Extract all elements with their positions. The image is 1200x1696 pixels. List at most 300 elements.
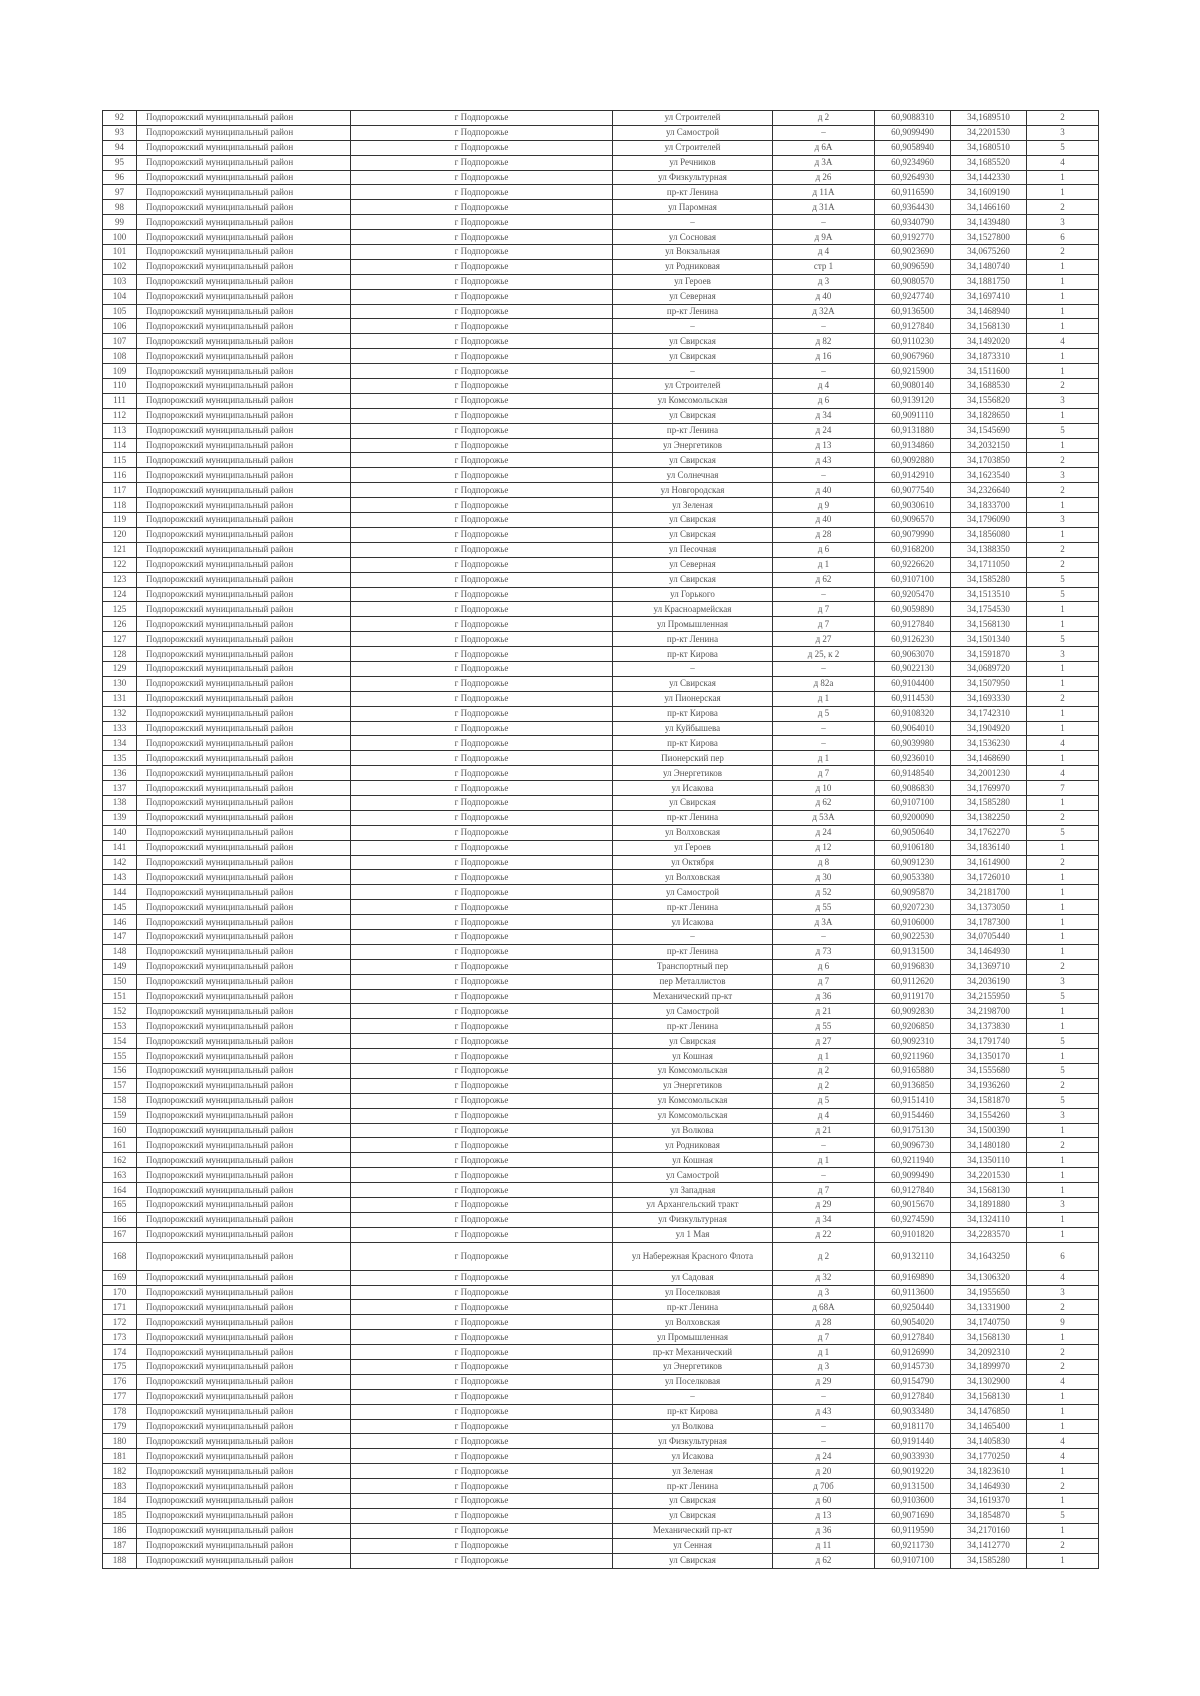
cell-town: г Подпорожье xyxy=(351,1389,613,1404)
cell-town: г Подпорожье xyxy=(351,885,613,900)
cell-number: 140 xyxy=(103,825,137,840)
cell-latitude: 60,9215900 xyxy=(875,364,951,379)
cell-count: 4 xyxy=(1027,766,1099,781)
cell-count: 1 xyxy=(1027,304,1099,319)
cell-count: 2 xyxy=(1027,1345,1099,1360)
cell-longitude: 34,1545690 xyxy=(951,423,1027,438)
cell-count: 3 xyxy=(1027,468,1099,483)
cell-house: д 6 xyxy=(773,959,875,974)
cell-street: ул Паромная xyxy=(613,200,773,215)
cell-number: 177 xyxy=(103,1389,137,1404)
cell-longitude: 34,1703850 xyxy=(951,453,1027,468)
cell-district: Подпорожский муниципальный район xyxy=(137,706,351,721)
cell-longitude: 34,1873310 xyxy=(951,349,1027,364)
cell-number: 163 xyxy=(103,1168,137,1183)
cell-street: ул Самострой xyxy=(613,885,773,900)
cell-count: 1 xyxy=(1027,1227,1099,1242)
cell-house: д 6А xyxy=(773,140,875,155)
cell-town: г Подпорожье xyxy=(351,1242,613,1270)
cell-house: д 3А xyxy=(773,915,875,930)
table-row xyxy=(103,1553,1099,1568)
cell-number: 131 xyxy=(103,691,137,706)
table-row xyxy=(103,438,1099,453)
cell-street: пр-кт Кирова xyxy=(613,1404,773,1419)
cell-street: ул Речников xyxy=(613,155,773,170)
cell-district: Подпорожский муниципальный район xyxy=(137,1300,351,1315)
cell-count: 1 xyxy=(1027,170,1099,185)
table-row xyxy=(103,706,1099,721)
cell-street: ул Свирская xyxy=(613,1494,773,1509)
cell-longitude: 34,2181700 xyxy=(951,885,1027,900)
cell-town: г Подпорожье xyxy=(351,1049,613,1064)
cell-district: Подпорожский муниципальный район xyxy=(137,1360,351,1375)
cell-street: ул Вокзальная xyxy=(613,245,773,260)
cell-count: 2 xyxy=(1027,1479,1099,1494)
cell-house: д 82 xyxy=(773,334,875,349)
cell-district: Подпорожский муниципальный район xyxy=(137,647,351,662)
cell-longitude: 34,1511600 xyxy=(951,364,1027,379)
cell-street: ул Свирская xyxy=(613,349,773,364)
cell-latitude: 60,9151410 xyxy=(875,1093,951,1108)
cell-latitude: 60,9127840 xyxy=(875,1330,951,1345)
table-row xyxy=(103,1153,1099,1168)
cell-longitude: 34,1554260 xyxy=(951,1108,1027,1123)
cell-longitude: 34,1382250 xyxy=(951,810,1027,825)
cell-number: 165 xyxy=(103,1198,137,1213)
cell-count: 1 xyxy=(1027,1049,1099,1064)
cell-house: д 29 xyxy=(773,1198,875,1213)
cell-street: пр-кт Кирова xyxy=(613,706,773,721)
cell-house: д 6 xyxy=(773,542,875,557)
cell-street: ул Физкультурная xyxy=(613,1212,773,1227)
table-row xyxy=(103,691,1099,706)
cell-district: Подпорожский муниципальный район xyxy=(137,423,351,438)
cell-house: д 3 xyxy=(773,1360,875,1375)
cell-number: 122 xyxy=(103,557,137,572)
cell-latitude: 60,9104400 xyxy=(875,676,951,691)
cell-town: г Подпорожье xyxy=(351,900,613,915)
cell-town: г Подпорожье xyxy=(351,855,613,870)
cell-house: д 3 xyxy=(773,1285,875,1300)
cell-street: пр-кт Ленина xyxy=(613,1300,773,1315)
cell-longitude: 34,1585280 xyxy=(951,795,1027,810)
cell-district: Подпорожский муниципальный район xyxy=(137,1123,351,1138)
cell-latitude: 60,9142910 xyxy=(875,468,951,483)
cell-street: ул Свирская xyxy=(613,513,773,528)
cell-street: ул Энергетиков xyxy=(613,766,773,781)
cell-house: д 62 xyxy=(773,1553,875,1568)
cell-count: 4 xyxy=(1027,1449,1099,1464)
cell-longitude: 34,2032150 xyxy=(951,438,1027,453)
cell-number: 103 xyxy=(103,274,137,289)
cell-district: Подпорожский муниципальный район xyxy=(137,781,351,796)
cell-street: ул Архангельский тракт xyxy=(613,1198,773,1213)
cell-count: 2 xyxy=(1027,810,1099,825)
table-row xyxy=(103,483,1099,498)
cell-longitude: 34,1556820 xyxy=(951,393,1027,408)
cell-district: Подпорожский муниципальный район xyxy=(137,915,351,930)
table-row xyxy=(103,140,1099,155)
cell-street: ул Набережная Красного Флота xyxy=(613,1242,773,1270)
cell-latitude: 60,9119170 xyxy=(875,989,951,1004)
cell-number: 143 xyxy=(103,870,137,885)
cell-longitude: 34,1711050 xyxy=(951,557,1027,572)
cell-house: д 2 xyxy=(773,1064,875,1079)
table-row xyxy=(103,364,1099,379)
cell-latitude: 60,9247740 xyxy=(875,289,951,304)
table-row xyxy=(103,513,1099,528)
cell-town: г Подпорожье xyxy=(351,513,613,528)
cell-number: 113 xyxy=(103,423,137,438)
cell-longitude: 34,1796090 xyxy=(951,513,1027,528)
cell-number: 184 xyxy=(103,1494,137,1509)
cell-district: Подпорожский муниципальный район xyxy=(137,1449,351,1464)
cell-district: Подпорожский муниципальный район xyxy=(137,1464,351,1479)
cell-longitude: 34,1388350 xyxy=(951,542,1027,557)
cell-count: 3 xyxy=(1027,393,1099,408)
cell-street: ул Поселковая xyxy=(613,1374,773,1389)
cell-number: 118 xyxy=(103,498,137,513)
cell-latitude: 60,9092830 xyxy=(875,1004,951,1019)
cell-town: г Подпорожье xyxy=(351,111,613,126)
cell-street: ул Самострой xyxy=(613,1168,773,1183)
table-row xyxy=(103,1168,1099,1183)
cell-count: 1 xyxy=(1027,364,1099,379)
cell-latitude: 60,9168200 xyxy=(875,542,951,557)
cell-house: – xyxy=(773,587,875,602)
cell-town: г Подпорожье xyxy=(351,1138,613,1153)
cell-street: ул Строителей xyxy=(613,140,773,155)
cell-latitude: 60,9114530 xyxy=(875,691,951,706)
cell-count: 1 xyxy=(1027,1404,1099,1419)
cell-longitude: 34,1742310 xyxy=(951,706,1027,721)
cell-house: д 9 xyxy=(773,498,875,513)
cell-town: г Подпорожье xyxy=(351,1419,613,1434)
cell-count: 1 xyxy=(1027,274,1099,289)
cell-number: 167 xyxy=(103,1227,137,1242)
cell-town: г Подпорожье xyxy=(351,1464,613,1479)
cell-count: 5 xyxy=(1027,632,1099,647)
cell-count: 2 xyxy=(1027,245,1099,260)
cell-town: г Подпорожье xyxy=(351,1330,613,1345)
cell-latitude: 60,9191440 xyxy=(875,1434,951,1449)
cell-district: Подпорожский муниципальный район xyxy=(137,319,351,334)
cell-street: ул Сосновая xyxy=(613,230,773,245)
cell-town: г Подпорожье xyxy=(351,1123,613,1138)
cell-street: – xyxy=(613,661,773,676)
cell-house: д 43 xyxy=(773,1404,875,1419)
cell-street: ул Родниковая xyxy=(613,259,773,274)
table-row xyxy=(103,274,1099,289)
cell-latitude: 60,9054020 xyxy=(875,1315,951,1330)
cell-district: Подпорожский муниципальный район xyxy=(137,170,351,185)
cell-town: г Подпорожье xyxy=(351,304,613,319)
table-row xyxy=(103,929,1099,944)
cell-street: ул Волкова xyxy=(613,1123,773,1138)
cell-latitude: 60,9015670 xyxy=(875,1198,951,1213)
cell-house: д 1 xyxy=(773,1345,875,1360)
table-row xyxy=(103,155,1099,170)
cell-longitude: 34,1480740 xyxy=(951,259,1027,274)
cell-town: г Подпорожье xyxy=(351,989,613,1004)
cell-street: Механический пр-кт xyxy=(613,1523,773,1538)
cell-count: 1 xyxy=(1027,661,1099,676)
cell-number: 137 xyxy=(103,781,137,796)
cell-district: Подпорожский муниципальный район xyxy=(137,1494,351,1509)
cell-street: ул Комсомольская xyxy=(613,1064,773,1079)
cell-town: г Подпорожье xyxy=(351,1034,613,1049)
cell-district: Подпорожский муниципальный район xyxy=(137,691,351,706)
cell-count: 4 xyxy=(1027,1434,1099,1449)
table-row xyxy=(103,1198,1099,1213)
cell-district: Подпорожский муниципальный район xyxy=(137,230,351,245)
cell-town: г Подпорожье xyxy=(351,1553,613,1568)
table-row xyxy=(103,974,1099,989)
cell-latitude: 60,9131500 xyxy=(875,1479,951,1494)
cell-town: г Подпорожье xyxy=(351,1360,613,1375)
cell-street: ул Кошная xyxy=(613,1049,773,1064)
cell-longitude: 34,1527800 xyxy=(951,230,1027,245)
table-row xyxy=(103,1123,1099,1138)
cell-house: д 7 xyxy=(773,1183,875,1198)
cell-town: г Подпорожье xyxy=(351,915,613,930)
cell-town: г Подпорожье xyxy=(351,959,613,974)
cell-longitude: 34,1955650 xyxy=(951,1285,1027,1300)
cell-town: г Подпорожье xyxy=(351,453,613,468)
cell-latitude: 60,9205470 xyxy=(875,587,951,602)
cell-house: – xyxy=(773,125,875,140)
cell-town: г Подпорожье xyxy=(351,1004,613,1019)
cell-street: ул Красноармейская xyxy=(613,602,773,617)
cell-town: г Подпорожье xyxy=(351,632,613,647)
cell-number: 109 xyxy=(103,364,137,379)
cell-town: г Подпорожье xyxy=(351,1198,613,1213)
cell-town: г Подпорожье xyxy=(351,1300,613,1315)
cell-district: Подпорожский муниципальный район xyxy=(137,1168,351,1183)
cell-longitude: 34,1476850 xyxy=(951,1404,1027,1419)
cell-town: г Подпорожье xyxy=(351,974,613,989)
cell-number: 152 xyxy=(103,1004,137,1019)
cell-longitude: 34,1350170 xyxy=(951,1049,1027,1064)
cell-district: Подпорожский муниципальный район xyxy=(137,483,351,498)
cell-latitude: 60,9106180 xyxy=(875,840,951,855)
cell-house: – xyxy=(773,1419,875,1434)
cell-town: г Подпорожье xyxy=(351,1345,613,1360)
table-row xyxy=(103,379,1099,394)
cell-longitude: 34,2001230 xyxy=(951,766,1027,781)
cell-latitude: 60,9165880 xyxy=(875,1064,951,1079)
cell-street: ул Горького xyxy=(613,587,773,602)
cell-latitude: 60,9226620 xyxy=(875,557,951,572)
cell-district: Подпорожский муниципальный район xyxy=(137,111,351,126)
cell-street: пр-кт Механический xyxy=(613,1345,773,1360)
cell-town: г Подпорожье xyxy=(351,230,613,245)
cell-number: 172 xyxy=(103,1315,137,1330)
cell-street: ул Волховская xyxy=(613,870,773,885)
cell-house: д 24 xyxy=(773,825,875,840)
cell-house: д 21 xyxy=(773,1004,875,1019)
cell-number: 169 xyxy=(103,1270,137,1285)
cell-number: 110 xyxy=(103,379,137,394)
cell-count: 5 xyxy=(1027,989,1099,1004)
cell-house: д 36 xyxy=(773,989,875,1004)
table-row xyxy=(103,766,1099,781)
cell-count: 1 xyxy=(1027,289,1099,304)
cell-count: 1 xyxy=(1027,1153,1099,1168)
cell-town: г Подпорожье xyxy=(351,289,613,304)
cell-count: 4 xyxy=(1027,1374,1099,1389)
cell-town: г Подпорожье xyxy=(351,319,613,334)
cell-count: 3 xyxy=(1027,1285,1099,1300)
cell-count: 1 xyxy=(1027,438,1099,453)
cell-longitude: 34,1568130 xyxy=(951,1330,1027,1345)
cell-street: пр-кт Кирова xyxy=(613,647,773,662)
cell-district: Подпорожский муниципальный район xyxy=(137,959,351,974)
cell-house: – xyxy=(773,319,875,334)
cell-number: 108 xyxy=(103,349,137,364)
cell-latitude: 60,9148540 xyxy=(875,766,951,781)
table-row xyxy=(103,1034,1099,1049)
table-row xyxy=(103,989,1099,1004)
cell-district: Подпорожский муниципальный район xyxy=(137,900,351,915)
cell-house: д 2 xyxy=(773,111,875,126)
cell-number: 104 xyxy=(103,289,137,304)
cell-district: Подпорожский муниципальный район xyxy=(137,185,351,200)
cell-longitude: 34,1836140 xyxy=(951,840,1027,855)
cell-district: Подпорожский муниципальный район xyxy=(137,289,351,304)
cell-district: Подпорожский муниципальный район xyxy=(137,408,351,423)
cell-number: 150 xyxy=(103,974,137,989)
cell-count: 1 xyxy=(1027,602,1099,617)
cell-count: 1 xyxy=(1027,1523,1099,1538)
cell-district: Подпорожский муниципальный район xyxy=(137,602,351,617)
cell-street: – xyxy=(613,215,773,230)
cell-district: Подпорожский муниципальный район xyxy=(137,1108,351,1123)
table-row xyxy=(103,870,1099,885)
cell-latitude: 60,9108320 xyxy=(875,706,951,721)
cell-latitude: 60,9019220 xyxy=(875,1464,951,1479)
cell-street: пр-кт Ленина xyxy=(613,944,773,959)
cell-district: Подпорожский муниципальный район xyxy=(137,379,351,394)
cell-street: пр-кт Ленина xyxy=(613,632,773,647)
cell-house: – xyxy=(773,721,875,736)
cell-district: Подпорожский муниципальный район xyxy=(137,245,351,260)
table-row xyxy=(103,408,1099,423)
cell-longitude: 34,1465400 xyxy=(951,1419,1027,1434)
cell-number: 98 xyxy=(103,200,137,215)
cell-count: 1 xyxy=(1027,617,1099,632)
cell-number: 97 xyxy=(103,185,137,200)
cell-town: г Подпорожье xyxy=(351,676,613,691)
cell-house: д 62 xyxy=(773,795,875,810)
cell-latitude: 60,9127840 xyxy=(875,1183,951,1198)
cell-count: 1 xyxy=(1027,527,1099,542)
cell-district: Подпорожский муниципальный район xyxy=(137,1434,351,1449)
cell-house: д 21 xyxy=(773,1123,875,1138)
cell-latitude: 60,9099490 xyxy=(875,125,951,140)
cell-town: г Подпорожье xyxy=(351,781,613,796)
cell-longitude: 34,1754530 xyxy=(951,602,1027,617)
cell-number: 170 xyxy=(103,1285,137,1300)
table-row xyxy=(103,1049,1099,1064)
cell-latitude: 60,9136500 xyxy=(875,304,951,319)
cell-house: д 28 xyxy=(773,527,875,542)
cell-district: Подпорожский муниципальный район xyxy=(137,840,351,855)
cell-district: Подпорожский муниципальный район xyxy=(137,1553,351,1568)
cell-town: г Подпорожье xyxy=(351,661,613,676)
cell-street: пр-кт Ленина xyxy=(613,1019,773,1034)
cell-house: д 11А xyxy=(773,185,875,200)
cell-house: д 3 xyxy=(773,274,875,289)
cell-street: ул Героев xyxy=(613,274,773,289)
cell-district: Подпорожский муниципальный район xyxy=(137,304,351,319)
cell-house: – xyxy=(773,364,875,379)
table-row xyxy=(103,200,1099,215)
cell-street: ул Сенная xyxy=(613,1538,773,1553)
cell-street: ул Комсомольская xyxy=(613,393,773,408)
cell-house: д 4 xyxy=(773,379,875,394)
table-row xyxy=(103,647,1099,662)
cell-street: ул Исакова xyxy=(613,1449,773,1464)
cell-street: ул Промышленная xyxy=(613,617,773,632)
cell-count: 1 xyxy=(1027,721,1099,736)
cell-number: 157 xyxy=(103,1078,137,1093)
cell-district: Подпорожский муниципальный район xyxy=(137,1345,351,1360)
cell-count: 1 xyxy=(1027,185,1099,200)
cell-longitude: 34,1507950 xyxy=(951,676,1027,691)
cell-latitude: 60,9080570 xyxy=(875,274,951,289)
cell-count: 1 xyxy=(1027,408,1099,423)
cell-number: 168 xyxy=(103,1242,137,1270)
cell-street: ул Волховская xyxy=(613,825,773,840)
cell-town: г Подпорожье xyxy=(351,1508,613,1523)
cell-latitude: 60,9067960 xyxy=(875,349,951,364)
cell-count: 4 xyxy=(1027,1270,1099,1285)
cell-district: Подпорожский муниципальный район xyxy=(137,274,351,289)
cell-town: г Подпорожье xyxy=(351,1449,613,1464)
table-row xyxy=(103,1300,1099,1315)
cell-street: Транспортный пер xyxy=(613,959,773,974)
cell-number: 111 xyxy=(103,393,137,408)
table-row xyxy=(103,676,1099,691)
cell-town: г Подпорожье xyxy=(351,1494,613,1509)
cell-town: г Подпорожье xyxy=(351,706,613,721)
table-row xyxy=(103,1479,1099,1494)
table-row xyxy=(103,498,1099,513)
cell-street: Механический пр-кт xyxy=(613,989,773,1004)
table-row xyxy=(103,632,1099,647)
cell-district: Подпорожский муниципальный район xyxy=(137,513,351,528)
cell-town: г Подпорожье xyxy=(351,766,613,781)
cell-house: д 20 xyxy=(773,1464,875,1479)
cell-town: г Подпорожье xyxy=(351,751,613,766)
cell-town: г Подпорожье xyxy=(351,721,613,736)
cell-count: 2 xyxy=(1027,1078,1099,1093)
cell-number: 120 xyxy=(103,527,137,542)
cell-district: Подпорожский муниципальный район xyxy=(137,1523,351,1538)
cell-number: 133 xyxy=(103,721,137,736)
cell-house: д 4 xyxy=(773,245,875,260)
cell-number: 148 xyxy=(103,944,137,959)
cell-town: г Подпорожье xyxy=(351,557,613,572)
cell-count: 5 xyxy=(1027,1093,1099,1108)
cell-longitude: 34,1581870 xyxy=(951,1093,1027,1108)
cell-longitude: 34,1904920 xyxy=(951,721,1027,736)
table-row xyxy=(103,334,1099,349)
cell-count: 1 xyxy=(1027,1183,1099,1198)
cell-longitude: 34,1480180 xyxy=(951,1138,1027,1153)
cell-house: д 82а xyxy=(773,676,875,691)
